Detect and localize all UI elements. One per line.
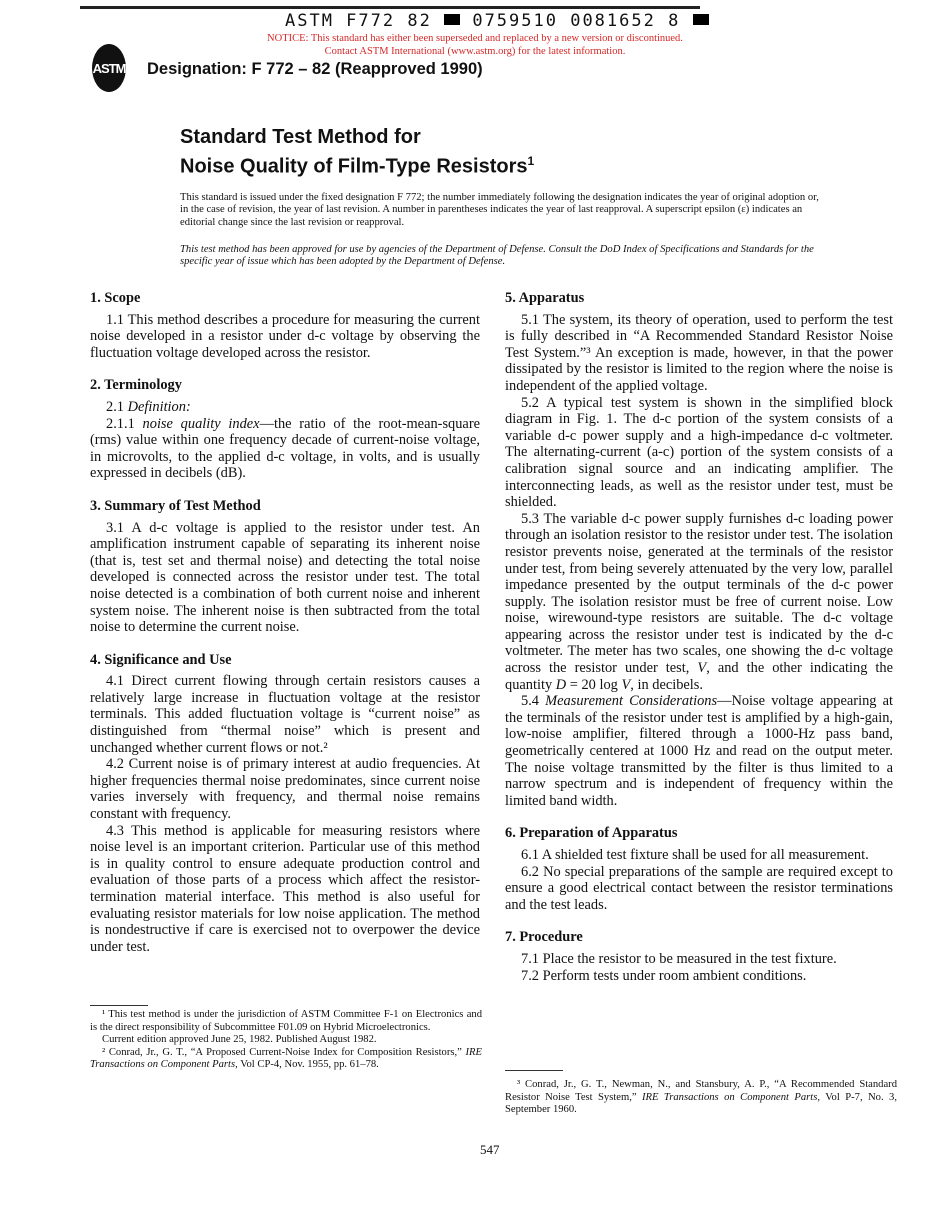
text-run: 4.1 Direct current flowing through certain resistors causes a relatively large increase in fluctuation voltage at the resistor terminals. This added fluctuation voltage is “current noise” as distinguished from “thermal noise” which is present and unchanged whether current flows or not.² [90, 673, 480, 756]
paragraph [505, 395, 893, 511]
text-run: 5.2 A typical test system is shown in the simplified block diagram in Fig. 1. The d-c portion of the system consists of a variable d-c power supply and a high-impedance d-c voltmeter. The alternating-current (a-c) portion of the system consists of a calibration signal source and an indicating amplifier. The interconnecting leads, as well as the resistor under test, must be shielded. [505, 394, 893, 511]
section [505, 290, 893, 809]
italic-text: noise quality index [142, 415, 260, 432]
footnote-rule-left [90, 1005, 148, 1006]
scan-code-right: 0759510 0081652 8 [472, 11, 681, 31]
page-number: 547 [480, 1142, 500, 1157]
section-heading: 5. Apparatus [505, 290, 585, 306]
paragraph [90, 416, 480, 482]
text-run: 5.1 The system, its theory of operation, used to perform the test is fully described in “A Recommended Standard Resistor Noise Test System.”³ An exception is made, however, in that the power dissipated by the resistor is limited to the region where the noise is independent of the applied voltage. [505, 311, 893, 394]
title-line-2: Noise Quality of Film-Type Resistors [180, 155, 528, 178]
italic-text: IRE Transactions on Component Parts, [642, 1091, 821, 1103]
text-run: Current edition approved June 25, 1982. Published August 1982. [102, 1034, 377, 1046]
footnotes-left [90, 1009, 482, 1072]
scan-block-mark [444, 14, 460, 25]
paragraph [90, 673, 480, 756]
footnote [90, 1047, 482, 1072]
text-run: 6.2 No special preparations of the sample are required except to ensure a good electrical contact between the resistor terminations and the test leads. [505, 863, 893, 913]
section-heading: 3. Summary of Test Method [90, 497, 261, 514]
paragraph [90, 399, 480, 416]
text-run: = 20 log [566, 676, 622, 693]
text-run: 2.1.1 [106, 415, 143, 432]
text-run: —Noise voltage appearing at the terminals of the resistor under test is amplified by a high-gain, low-noise amplifier, filtered through a 1000-Hz pass band, geometrically centered at 1000 Hz and read on the output meter. The noise voltage transmitted by the filter is thus limited to a narrow spectrum and is independent of frequency within the limited band width. [505, 693, 894, 809]
document-title [180, 125, 534, 179]
astm-logo [92, 44, 126, 92]
scan-top-rule [80, 6, 700, 9]
designation: Designation: F 772 – 82 (Reapproved 1990) [147, 60, 483, 78]
section [90, 377, 480, 482]
paragraph [90, 756, 480, 822]
italic-text: Definition: [127, 398, 191, 415]
scan-block-mark [693, 14, 709, 25]
text-run: 4.3 This method is applicable for measuring resistors where noise level is an important criterion. Particular use of this method is in quality control to ensure adequate production control and evaluation of those parts of a process which affect the resistor-termination material interface. This method is also useful for evaluating resistor materials for low noise application. The method is nondestructive if care is exercised not to overpower the device under test. [90, 822, 480, 955]
text-run: 7.1 Place the resistor to be measured in the test fixture. [521, 950, 837, 967]
section [90, 652, 480, 956]
section [505, 825, 893, 913]
text-run: 5.4 [521, 693, 546, 710]
left-column [90, 290, 480, 971]
italic-text: V [621, 676, 631, 693]
paragraph [90, 520, 480, 636]
section-heading: 6. Preparation of Apparatus [505, 825, 678, 842]
italic-text: IRE Transactions on Component Parts, [90, 1046, 482, 1071]
notice-line-1: NOTICE: This standard has either been superseded and replaced by a new version or discontinued. [267, 33, 683, 44]
paragraph [505, 951, 893, 968]
paragraph [90, 312, 480, 362]
text-run: Vol P-7, No. 3, September 1960. [505, 1091, 897, 1116]
logo-text: ASTM [92, 60, 126, 76]
paragraph [505, 847, 893, 864]
section [90, 498, 480, 636]
footnote [90, 1034, 482, 1047]
paragraph [505, 968, 893, 985]
italic-text: V [697, 660, 707, 677]
footnote [90, 1009, 482, 1034]
notice-line-2: Contact ASTM International (www.astm.org) for the latest information. [324, 46, 626, 57]
italic-text: Measurement Considerations [545, 693, 718, 710]
text-run: 2.1 [106, 398, 128, 415]
scan-code-left: ASTM F772 82 [285, 11, 432, 31]
right-column [505, 290, 893, 1000]
section [90, 290, 480, 361]
text-run: 4.2 Current noise is of primary interest at audio frequencies. At higher frequencies thermal noise predominates, since current noise varies inversely with frequency, and thermal noise remains constant with frequency. [90, 756, 480, 823]
text-run: ¹ This test method is under the jurisdiction of ASTM Committee F-1 on Electronics and is the direct responsibility of Subcommittee F01.09 on Hybrid Microelectronics. [90, 1009, 482, 1033]
text-run: 6.1 A shielded test fixture shall be used for all measurement. [521, 847, 869, 863]
paragraph [505, 312, 893, 395]
paragraph [505, 693, 893, 809]
text-run: ³ Conrad, Jr., G. T., Newman, N., and Stansbury, A. P., “A Recommended Standard Resistor Noise Test System,” [505, 1079, 897, 1103]
section-heading: 4. Significance and Use [90, 651, 232, 668]
italic-text: D [555, 676, 567, 693]
text-run: , in decibels. [630, 676, 703, 693]
section-heading: 2. Terminology [90, 377, 182, 394]
footnotes-right [505, 1079, 897, 1117]
section [505, 929, 893, 984]
section-heading: 1. Scope [90, 290, 141, 306]
issue-note: This standard is issued under the fixed designation F 772; the number immediately following the designation indicates the year of original adoption or, in the case of revision, the year of last revision. A number in parentheses indicates the year of last reapproval. A superscript epsilon (ε) indicates an editorial change since the last revision or reapproval. [180, 192, 819, 228]
text-run: ² Conrad, Jr., G. T., “A Proposed Current-Noise Index for Composition Resistors,” [102, 1046, 466, 1058]
scan-code [285, 11, 709, 31]
section-heading: 7. Procedure [505, 929, 583, 946]
text-run: —the ratio of the root-mean-square (rms) value within one frequency decade of current-noise voltage, in microvolts, to the applied d-c voltage, in volts, and is usually expressed in decibels (dB). [90, 415, 480, 482]
title-footnote-mark: 1 [527, 154, 535, 168]
title-line-1: Standard Test Method for [180, 126, 421, 148]
paragraph [90, 823, 480, 956]
text-run: 1.1 This method describes a procedure for measuring the current noise developed in a resistor under d-c voltage by observing the fluctuation voltage developed across the resistor. [90, 311, 480, 361]
text-run: 3.1 A d-c voltage is applied to the resistor under test. An amplification instrument capable of separating its inherent noise (that is, test set and thermal noise) and detecting the total noise developed is connected across the resistor under test. The total noise detected is a combination of both current noise and inherent system noise. The inherent noise is then subtracted from the total noise to determine the current noise. [90, 519, 480, 636]
text-run: 7.2 Perform tests under room ambient conditions. [521, 967, 807, 984]
text-run: , and the other indicating the quantity [505, 660, 893, 693]
paragraph [505, 864, 893, 914]
footnote [505, 1079, 897, 1117]
text-run: 5.3 The variable d-c power supply furnishes d-c loading power through an isolation resistor to the resistor under test. The isolation resistor prevents noise, generated at the terminals of the resistor under test, from being severely attenuated by the very low, parallel impedance presented by the output terminals of the d-c power supply. The isolation resistor must be free of current noise. Low noise, wirewound-type resistors are suitable. The d-c voltage appearing across the resistor under test is indicated by the d-c voltmeter. The meter has two scales, one showing the d-c voltage across the resistor under test, [505, 510, 893, 677]
text-run: Vol CP-4, Nov. 1955, pp. 61–78. [237, 1059, 379, 1071]
dod-note: This test method has been approved for use by agencies of the Department of Defense. Consult the DoD Index of Specifications and Standards for the specific year of issue which has been adopted by the Department of Defense. [180, 244, 814, 268]
paragraph [505, 511, 893, 694]
footnote-rule-right [505, 1070, 563, 1071]
